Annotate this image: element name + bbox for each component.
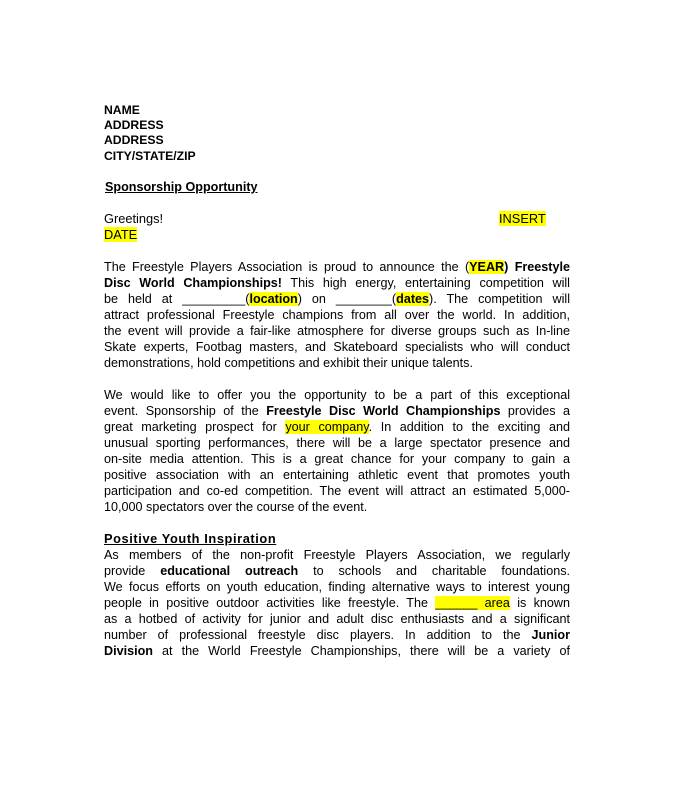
- area-placeholder: ______ area: [435, 596, 510, 610]
- text-line: Skate experts, Footbag masters, and Skateboard specialists who will conduct: [104, 340, 570, 354]
- section-heading: Positive Youth Inspiration: [104, 531, 277, 546]
- text-line: We would like to offer you the opportunity to be a part of this exceptional: [104, 388, 570, 402]
- subject-line: Sponsorship Opportunity: [105, 180, 258, 194]
- text-line: Disc World Championships! This high energy, entertaining competition will: [104, 276, 570, 290]
- text-line: as a hotbed of activity for junior and adult disc enthusiasts and a significant: [104, 612, 570, 626]
- text-line: demonstrations, hold competitions and exhibit their unique talents.: [104, 356, 473, 370]
- location-placeholder: location: [249, 292, 298, 306]
- text-line: 10,000 spectators over the course of the event.: [104, 500, 368, 514]
- text-line: people in positive outdoor activities like freestyle. The ______ area is known: [104, 596, 571, 610]
- paragraph-announcement: [104, 259, 570, 371]
- dates-placeholder: dates: [396, 292, 430, 306]
- date-placeholder: DATE: [104, 227, 138, 242]
- company-placeholder: your company: [285, 420, 369, 434]
- text-line: positive association with an entertaining athletic event that promotes youth: [104, 468, 570, 482]
- paragraph-youth: [104, 547, 570, 659]
- year-placeholder: YEAR: [469, 260, 505, 274]
- insert-placeholder: INSERT: [499, 211, 546, 226]
- recipient-name: NAME: [104, 103, 140, 117]
- text-line: be held at _________(location) on ________(dates). The competition will: [104, 292, 570, 306]
- text-line: on-site media attention. This is a great chance for your company to gain a: [104, 452, 570, 466]
- recipient-address-2: ADDRESS: [104, 133, 164, 148]
- text-line: the event will provide a fair-like atmosphere for diverse groups such as In-line: [104, 324, 570, 338]
- text-line: As members of the non-profit Freestyle Players Association, we regularly: [104, 548, 570, 562]
- text-line: unusual sporting performances, there will be a large spectator presence and: [104, 436, 570, 450]
- text-line: participation and co-ed competition. The event will attract an estimated 5,000-: [104, 484, 570, 498]
- text-line: The Freestyle Players Association is proud to announce the (YEAR) Freestyle: [104, 260, 571, 274]
- recipient-address-1: ADDRESS: [104, 118, 164, 133]
- recipient-city-state-zip: CITY/STATE/ZIP: [104, 148, 196, 163]
- text-line: We focus efforts on youth education, finding alternative ways to interest young: [104, 580, 570, 594]
- greeting: Greetings!: [104, 211, 164, 226]
- text-line: attract professional Freestyle champions from all over the world. In addition,: [104, 308, 570, 322]
- text-line: Division at the World Freestyle Championships, there will be a variety of: [104, 644, 570, 658]
- text-line: provide educational outreach to schools and charitable foundations.: [104, 564, 571, 578]
- text-line: great marketing prospect for your company. In addition to the exciting and: [104, 420, 570, 434]
- text-line: event. Sponsorship of the Freestyle Disc World Championships provides a: [104, 404, 571, 418]
- text-line: number of professional freestyle disc players. In addition to the Junior: [104, 628, 570, 642]
- paragraph-offer: [104, 387, 570, 515]
- address-block: [104, 103, 196, 164]
